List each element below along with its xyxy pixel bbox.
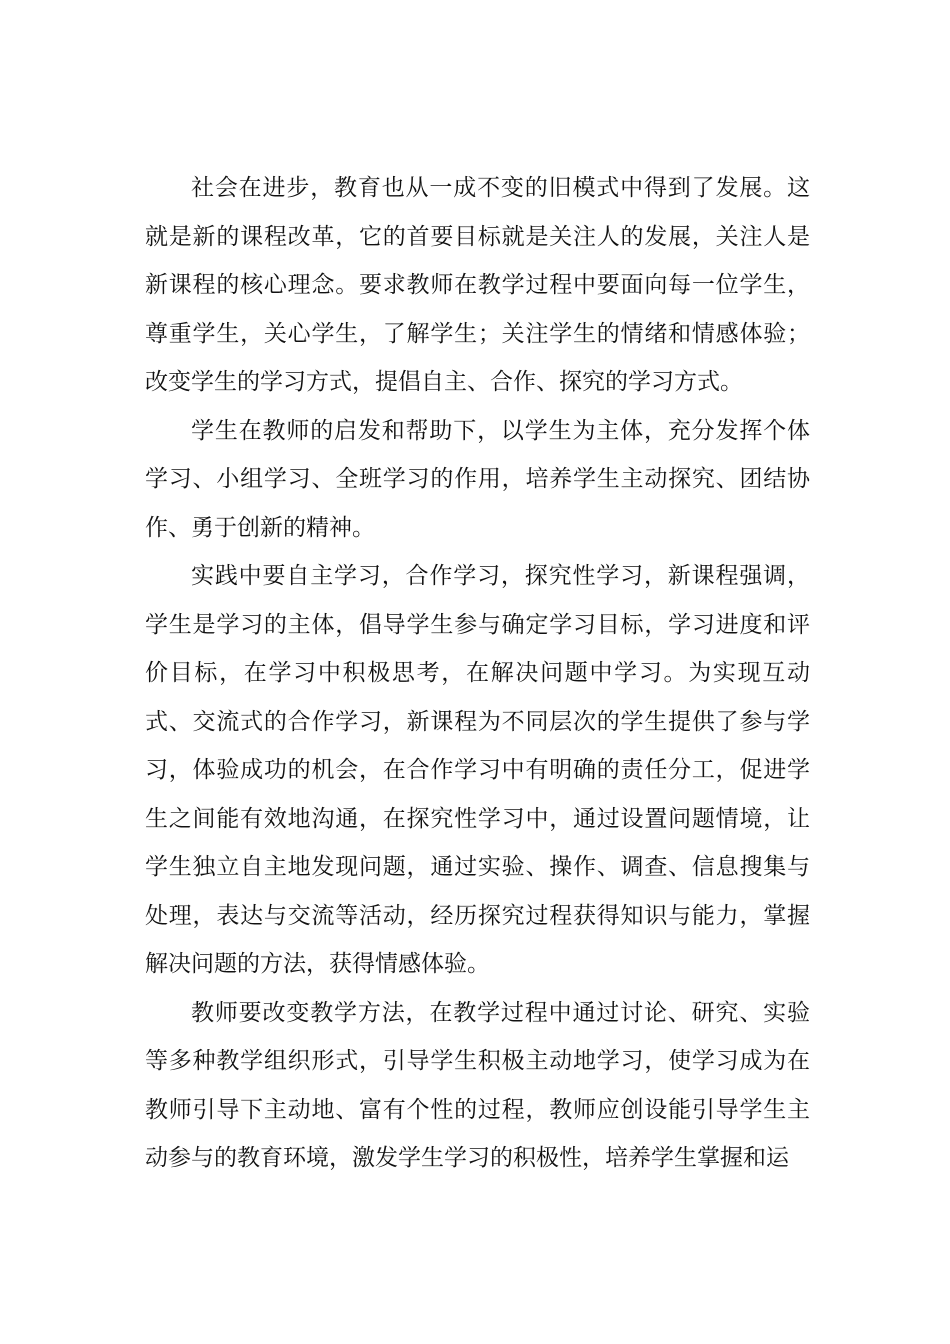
paragraph-1: 社会在进步，教育也从一成不变的旧模式中得到了发展。这就是新的课程改革，它的首要目标就是关注人的发展，关注人是新课程的核心理念。要求教师在教学过程中要面向每一位学生，尊重学生，关心学生，了解学生；关注学生的情绪和情感体验；改变学生的学习方式，提倡自主、合作、探究的学习方式。 — [145, 175, 810, 395]
paragraph-3: 实践中要自主学习，合作学习，探究性学习，新课程强调，学生是学习的主体，倡导学生参与确定学习目标，学习进度和评价目标，在学习中积极思考，在解决问题中学习。为实现互动式、交流式的合作学习，新课程为不同层次的学生提供了参与学习，体验成功的机会，在合作学习中有明确的责任分工，促进学生之间能有效地沟通，在探究性学习中，通过设置问题情境，让学生独立自主地发现问题，通过实验、操作、调查、信息搜集与处理，表达与交流等活动，经历探究过程获得知识与能力，掌握解决问题的方法，获得情感体验。 — [145, 563, 810, 977]
paragraph-4: 教师要改变教学方法，在教学过程中通过讨论、研究、实验等多种教学组织形式，引导学生积极主动地学习，使学习成为在教师引导下主动地、富有个性的过程，教师应创设能引导学生主动参与的教育环境，激发学生学习的积极性，培养学生掌握和运 — [145, 999, 810, 1171]
document-body — [145, 164, 810, 1183]
paragraph-2: 学生在教师的启发和帮助下，以学生为主体，充分发挥个体学习、小组学习、全班学习的作用，培养学生主动探究、团结协作、勇于创新的精神。 — [145, 417, 810, 541]
